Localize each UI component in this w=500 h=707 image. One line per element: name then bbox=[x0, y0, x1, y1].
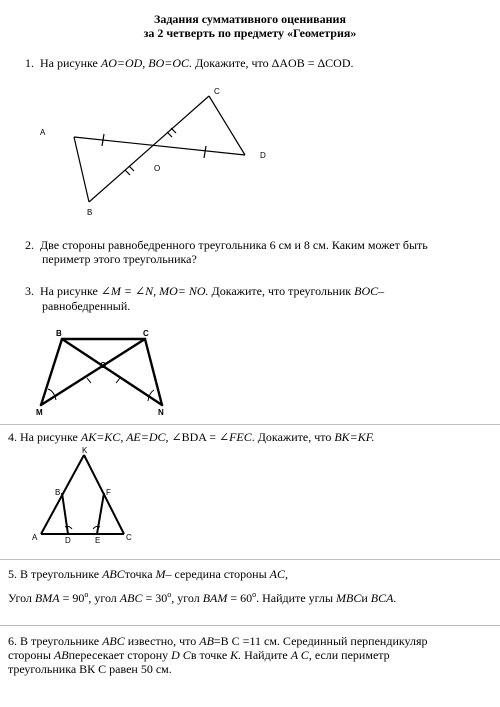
task6-text-b: известно, что bbox=[124, 634, 200, 648]
separator-1 bbox=[0, 424, 500, 425]
task5-value-1: = 90 bbox=[59, 591, 85, 605]
task5-value-3: = 60 bbox=[227, 591, 253, 605]
task6-line1 bbox=[8, 634, 428, 648]
task5-value-2: = 30 bbox=[142, 591, 168, 605]
label-d: D bbox=[260, 151, 266, 160]
task4-text-b: . Докажите, что bbox=[251, 430, 335, 444]
page-title: Задания суммативного оценивания bbox=[154, 12, 346, 26]
task5-angle-label-3: , угол bbox=[171, 591, 203, 605]
label-c: C bbox=[214, 87, 220, 96]
task6-l2i: если периметр bbox=[311, 648, 390, 662]
figure-task3 bbox=[30, 325, 180, 420]
task3-text bbox=[25, 284, 384, 298]
degree-1: o bbox=[84, 590, 89, 599]
task5-tail: . Найдите углы bbox=[256, 591, 337, 605]
task6-l2g: Найдите bbox=[241, 648, 291, 662]
task5-text-c: – середина стороны bbox=[165, 567, 270, 581]
task1-text-a: На рисунке bbox=[40, 56, 101, 70]
task5-text-a: 5. В треугольнике bbox=[8, 567, 103, 581]
label-f: F bbox=[106, 488, 111, 497]
label-o: O bbox=[100, 361, 107, 370]
task5-point: M bbox=[155, 567, 166, 581]
task3-text-b: Докажите, что треугольник bbox=[208, 284, 355, 298]
figure-task1 bbox=[30, 82, 280, 222]
task5-and: и bbox=[361, 591, 371, 605]
label-b: B bbox=[56, 329, 62, 338]
figure-task4 bbox=[30, 445, 140, 545]
label-d: D bbox=[65, 536, 71, 545]
task6-line2 bbox=[8, 648, 390, 662]
task2-line2: периметр этого треугольника? bbox=[42, 252, 197, 266]
task5-text-b: точка bbox=[124, 567, 156, 581]
task6-l2a: стороны bbox=[8, 648, 54, 662]
task3-line2: равнобедренный. bbox=[42, 299, 131, 313]
task3-text-a: На рисунке bbox=[40, 284, 101, 298]
task5-angle-1: BMA bbox=[34, 591, 60, 605]
task5-line2 bbox=[8, 588, 396, 605]
task2-number: 2. bbox=[25, 238, 34, 252]
label-k: K bbox=[82, 446, 88, 455]
task6-text-a: 6. В треугольнике bbox=[8, 634, 103, 648]
task5-find-2: BCA. bbox=[370, 591, 397, 605]
task5-side: AC, bbox=[269, 567, 289, 581]
task1-condition: AO=OD, BO=OC. bbox=[100, 56, 193, 70]
label-c: C bbox=[143, 329, 149, 338]
segment-bm bbox=[41, 339, 62, 405]
task6-line3: треугольника ВК С равен 50 см. bbox=[8, 662, 172, 676]
task6-text-c: =В С =11 см. Серединный перпендикуляр bbox=[213, 634, 428, 648]
label-o: O bbox=[154, 164, 161, 173]
task1-text bbox=[25, 56, 354, 70]
segment-bd bbox=[62, 493, 68, 534]
segment-ab bbox=[74, 137, 89, 202]
task5-angle-label-1: Угол bbox=[8, 591, 35, 605]
task3-dash: – bbox=[378, 284, 385, 298]
label-e: E bbox=[95, 536, 101, 545]
task3-condition: ∠M = ∠N, MO= NO. bbox=[100, 284, 209, 298]
label-b: B bbox=[55, 488, 61, 497]
task4-condition2: BK=KF. bbox=[334, 430, 375, 444]
label-b: B bbox=[87, 208, 93, 217]
degree-2: o bbox=[167, 590, 172, 599]
task5-line1 bbox=[8, 567, 288, 581]
task6-ab: AB bbox=[199, 634, 214, 648]
task6-l2d: D C bbox=[171, 648, 191, 662]
task6-l2c: пересекает сторону bbox=[68, 648, 172, 662]
page-subtitle: за 2 четверть по предмету «Геометрия» bbox=[143, 26, 357, 40]
separator-2 bbox=[0, 559, 500, 560]
task4-text bbox=[8, 430, 375, 444]
task3-number: 3. bbox=[25, 284, 34, 298]
label-a: A bbox=[40, 128, 46, 137]
task5-angle-3: BAM bbox=[202, 591, 228, 605]
task4-angle1: ∠BDA = bbox=[168, 430, 220, 444]
label-m: M bbox=[36, 408, 43, 417]
label-n: N bbox=[158, 408, 164, 417]
task3-triangle: BOC bbox=[354, 284, 379, 298]
task6-triangle: ABC bbox=[102, 634, 125, 648]
segment-cd bbox=[209, 96, 245, 155]
task4-angle2: ∠FEC bbox=[219, 430, 252, 444]
segment-cm bbox=[41, 339, 145, 405]
task5-find-1: MBC bbox=[336, 591, 362, 605]
task5-triangle: ABC bbox=[102, 567, 125, 581]
task2-line1: Две стороны равнобедренного треугольника 6 см и 8 см. Каким может быть bbox=[40, 238, 428, 252]
label-a: A bbox=[32, 533, 38, 542]
segment-fe bbox=[97, 493, 104, 534]
task6-l2h: A C, bbox=[290, 648, 312, 662]
task6-l2f: K. bbox=[230, 648, 242, 662]
task6-l2b: AB bbox=[53, 648, 69, 662]
task4-condition1: AK=KC, AE=DC, bbox=[80, 430, 169, 444]
task4-text-a: 4. На рисунке bbox=[8, 430, 81, 444]
degree-3: o bbox=[252, 590, 257, 599]
task1-text-b: Докажите, что ΔAOB = ΔCOD. bbox=[192, 56, 354, 70]
separator-3 bbox=[0, 625, 500, 626]
task5-angle-label-2: , угол bbox=[88, 591, 120, 605]
task5-angle-2: ABC bbox=[119, 591, 143, 605]
label-c: C bbox=[126, 533, 132, 542]
task6-l2e: в точке bbox=[190, 648, 231, 662]
task2-text bbox=[25, 238, 428, 252]
task1-number: 1. bbox=[25, 56, 34, 70]
